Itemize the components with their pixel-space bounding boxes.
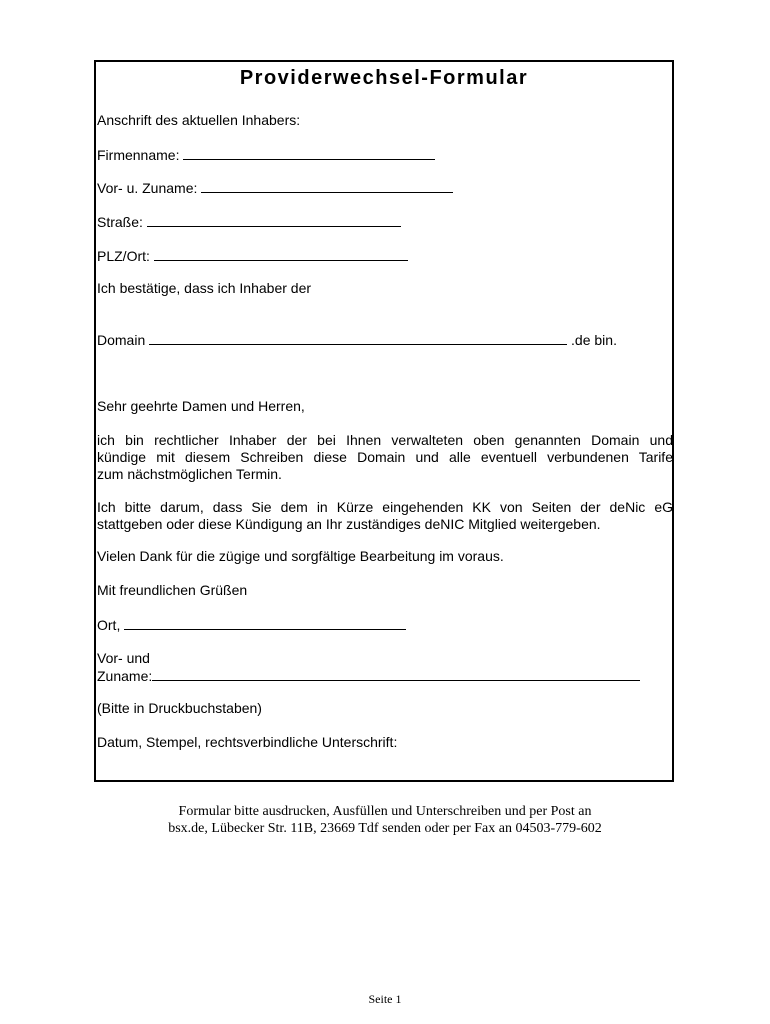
address-heading: Anschrift des aktuellen Inhabers: (97, 112, 301, 128)
signer-label: Zuname: (97, 668, 153, 684)
company-row (97, 146, 435, 163)
domain-label: Domain (97, 332, 146, 348)
footer-line: bsx.de, Lübecker Str. 11B, 23669 Tdf senden oder per Fax an 04503-779-602 (168, 821, 602, 836)
domain-row (97, 331, 617, 348)
paragraph-transfer (97, 499, 673, 533)
place-row (97, 616, 406, 633)
street-label: Straße: (97, 214, 143, 230)
street-field[interactable] (147, 213, 401, 227)
name-field[interactable] (201, 179, 453, 193)
print-hint: (Bitte in Druckbuchstaben) (97, 700, 262, 716)
zip-city-field[interactable] (154, 247, 408, 261)
thanks-text: Vielen Dank für die zügige und sorgfältige Bearbeitung im voraus. (97, 548, 504, 564)
signature-field[interactable] (97, 780, 647, 781)
street-row (97, 213, 401, 230)
signer-label-line1: Vor- und (97, 650, 150, 666)
paragraph-termination-line: kündige mit diesem Schreiben diese Domain und alle eventuell verbundenen Tarife (97, 449, 673, 465)
domain-suffix: .de bin. (571, 332, 617, 348)
signer-name-field[interactable] (152, 667, 640, 681)
place-field[interactable] (124, 616, 406, 630)
place-label: Ort, (97, 617, 121, 633)
signature-label: Datum, Stempel, rechtsverbindliche Unterschrift: (97, 734, 398, 750)
confirm-text: Ich bestätige, dass ich Inhaber der (97, 280, 312, 296)
footer-instructions (0, 803, 770, 837)
company-field[interactable] (183, 146, 435, 160)
paragraph-transfer-line: Ich bitte darum, dass Sie dem in Kürze eingehenden KK von Seiten der deNic eG (97, 499, 673, 515)
closing-text: Mit freundlichen Grüßen (97, 582, 248, 598)
name-label: Vor- u. Zuname: (97, 180, 198, 196)
footer-line: Formular bitte ausdrucken, Ausfüllen und Unterschreiben und per Post an (178, 804, 592, 819)
paragraph-termination-line: zum nächstmöglichen Termin. (97, 466, 282, 482)
page-number: Seite 1 (368, 992, 402, 1006)
domain-field[interactable] (149, 331, 567, 345)
form-title: Providerwechsel-Formular (239, 67, 529, 89)
paragraph-transfer-line: stattgeben oder diese Kündigung an Ihr zuständiges deNIC Mitglied weitergeben. (97, 516, 601, 532)
provider-change-form (94, 60, 674, 782)
company-label: Firmenname: (97, 147, 180, 163)
signer-row (97, 667, 640, 684)
zip-city-label: PLZ/Ort: (97, 248, 150, 264)
zip-city-row (97, 247, 408, 264)
paragraph-termination-line: ich bin rechtlicher Inhaber der bei Ihnen verwalteten oben genannten Domain und (97, 432, 673, 448)
paragraph-termination (97, 432, 673, 483)
name-row (97, 179, 453, 196)
salutation: Sehr geehrte Damen und Herren, (97, 398, 305, 414)
